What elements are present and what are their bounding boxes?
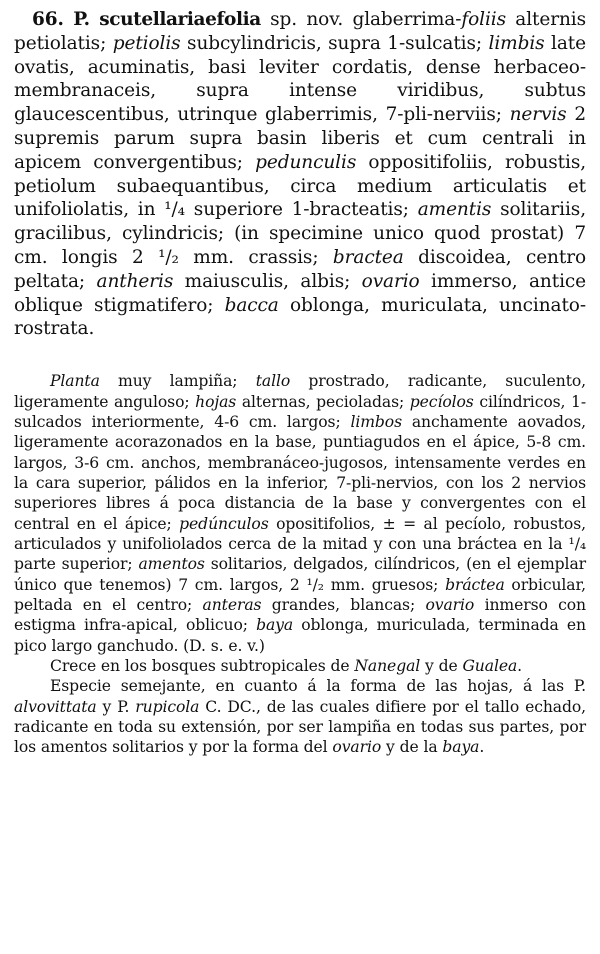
text-run: late ovatis, acuminatis, basi leviter cordatis, dense herbaceo-membranaceis, supra intense viridibus, subtus glaucescentibus, utrinque glaberrimis, 7-pli-nerviis; [14,32,586,126]
text-run: subcylindricis, supra 1-sulcatis; [180,32,489,54]
term-baya: baya [256,616,294,635]
text-run: orbicular, peltada en el centro; [14,575,586,614]
term-ovario: ovario [425,595,475,614]
text-run: anchamente aovados, ligeramente acorazonados en la base, puntiagudos en el ápice, 5-8 cm. largos, 3-6 cm. anchos, membranáceo-jugosos, intensamente verdes en la cara superior, pálidos en la inferior, 7-pli-nervios, con los 2 nervios superiores libres á poca distancia de la base y convergentes con el central en el ápice; [14,412,586,533]
text-run: 2 supremis parum supra basin liberis et cum centrali in apicem convergentibus; [14,104,586,173]
latin-paragraph [14,8,586,341]
text-run: . [479,738,485,757]
term-petiolis: petiolis [112,32,181,54]
text-run: sp. nov. glaberrima- [260,9,462,30]
text-run: oppositifoliis, robustis, petiolum subaequantibus, circa medium articulatis et unifoliolatis, in ¹/₄ superiore 1-bracteatis; [14,151,586,221]
text-run: inmerso con estigma infra-apical, oblicuo; [14,595,586,635]
place-gualea: Gualea [462,656,518,675]
term-bractea: bráctea [445,575,505,594]
text-run: Especie semejante, en cuanto á la forma de las hojas, á las P. [50,677,586,696]
term-amentis: amentis [417,199,492,221]
text-run: , de las cuales difiere por el tallo echado, radicante en toda su extensión, por ser lampiña en todas sus partes, por los amentos solitarios y por la forma del [14,697,586,757]
term-bacca: bacca [224,294,279,316]
comparison-paragraph [14,676,586,757]
species-name: P. scutellariaefolia [73,9,261,30]
species-number: 66. [32,9,64,30]
term-nervis: nervis [509,104,567,126]
term-hojas: hojas [195,392,237,411]
term-pedunculos: pedúnculos [179,514,269,533]
term-antheris: antheris [96,270,174,292]
term-peciolos: pecíolos [409,392,474,411]
page [14,8,586,758]
term-anteras: anteras [202,595,262,614]
text-run: Crece en los bosques subtropicales de [50,656,355,675]
term-planta: Planta [50,372,100,391]
text-run: y de la [381,738,443,757]
text-run: discoidea, centro peltata; [14,246,586,292]
term-limbos: limbos [350,412,402,431]
text-run: solitariis, gracilibus, cylindricis; (in specimine unico quod prostat) 7 cm. longis 2 ¹/₂ mm. crassis; [14,199,586,268]
term-ovario: ovario [361,270,420,292]
term-limbis: limbis [488,32,545,54]
text-run: immerso, antice oblique stigmatifero; [14,270,586,316]
term-bractea: bractea [332,246,404,268]
text-run: opositifolios, ± = al pecíolo, robustos, articulados y unifoliolados cerca de la mitad y con una bráctea en la ¹/₄ parte superior; [14,514,586,574]
text-run: y P. [96,697,136,716]
species-alvovittata: alvovittata [14,697,97,716]
text-run: grandes, blancas; [261,595,426,614]
text-run: . [517,656,523,675]
text-run: alternas, pecioladas; [236,392,410,411]
term-amentos: amentos [138,555,205,574]
place-nanegal: Nanegal [354,656,421,675]
latin-description [14,8,586,341]
author-abbrev: C. DC. [199,697,256,716]
text-run: muy lampiña; [99,372,256,391]
text-run: alternis petiolatis; [14,9,587,54]
text-run: maiusculis, albis; [173,270,362,292]
text-run: cilíndricos, 1-sulcados interiormente, 4-6 cm. largos; [14,392,586,431]
term-foliis: foliis [461,9,506,30]
term-tallo: tallo [255,372,291,391]
spanish-paragraph [14,371,586,656]
species-rupicola: rupicola [135,697,200,716]
text-run: solitarios, delgados, cilíndricos, (en el ejemplar único que tenemos) 7 cm. largos, 2 ¹/₂ mm. gruesos; [14,555,586,594]
text-run: oblonga, muriculata, uncinato-rostrata. [14,294,586,340]
term-baya: baya [442,738,480,757]
text-run: prostrado, radicante, suculento, ligeramente anguloso; [14,372,587,411]
habitat-paragraph [14,656,586,676]
term-pedunculis: pedunculis [255,151,357,173]
text-run: oblonga, muriculada, terminada en pico largo ganchudo. (D. s. e. v.) [14,616,586,655]
term-ovario: ovario [332,738,382,757]
spanish-description [14,371,586,758]
text-run: y de [420,656,463,675]
